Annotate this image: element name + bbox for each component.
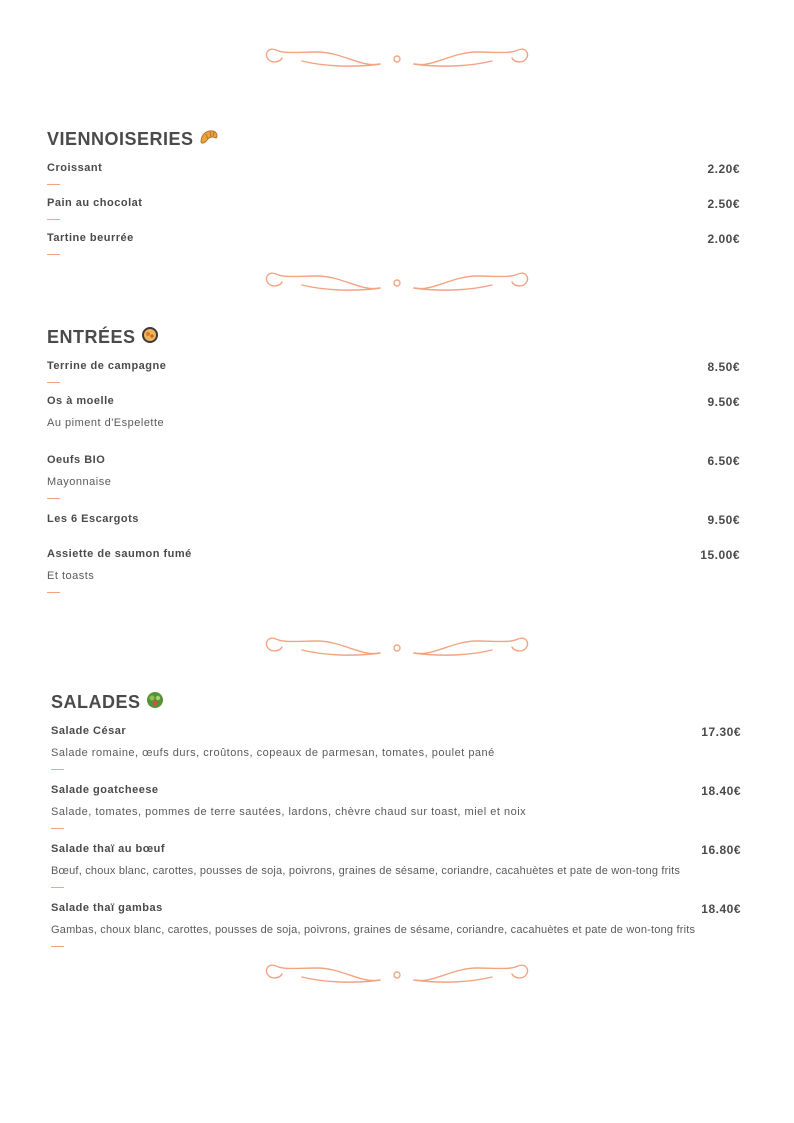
item-separator [47,592,60,593]
item-name: Oeufs BIO [47,454,106,466]
section-title [47,128,219,151]
item-name: Les 6 Escargots [47,513,139,525]
ornamental-divider [0,268,794,298]
item-description: Salade, tomates, pommes de terre sautées, lardons, chèvre chaud sur toast, miel et noix [51,806,527,818]
item-separator [47,498,60,499]
item-name: Terrine de campagne [47,360,167,372]
item-price: 18.40€ [701,902,741,916]
item-description: Bœuf, choux blanc, carottes, pousses de soja, poivrons, graines de sésame, coriandre, cacahuètes et pate de won-tong frits [51,865,681,877]
item-description: Mayonnaise [47,476,112,488]
section-title-text: ENTRÉES [47,327,136,347]
item-price: 8.50€ [707,360,740,374]
item-name: Tartine beurrée [47,232,134,244]
croissant-icon [199,128,219,151]
item-price: 2.50€ [707,197,740,211]
item-separator [51,946,64,947]
item-name: Os à moelle [47,395,115,407]
item-price: 6.50€ [707,454,740,468]
item-description: Au piment d'Espelette [47,417,165,429]
item-price: 9.50€ [707,513,740,527]
green-salad-icon [146,691,164,714]
item-price: 17.30€ [701,725,741,739]
section-title [51,691,164,714]
item-name: Salade thaï gambas [51,902,163,914]
section-title-text: VIENNOISERIES [47,129,194,149]
item-name: Salade César [51,725,127,737]
item-description: Et toasts [47,570,95,582]
item-separator [47,254,60,255]
item-separator [47,219,60,220]
item-separator [51,828,64,829]
item-name: Salade goatcheese [51,784,159,796]
item-separator [47,382,60,383]
ornamental-divider [0,960,794,990]
item-price: 18.40€ [701,784,741,798]
item-separator [51,887,64,888]
ornamental-divider [0,633,794,663]
item-price: 16.80€ [701,843,741,857]
item-price: 9.50€ [707,395,740,409]
item-name: Croissant [47,162,103,174]
item-description: Gambas, choux blanc, carottes, pousses de soja, poivrons, graines de sésame, coriandre, cacahuètes et pate de won-tong frits [51,924,696,936]
item-price: 15.00€ [700,548,740,562]
section-title-text: SALADES [51,692,141,712]
section-title [47,326,159,349]
ornamental-divider [0,44,794,74]
item-separator [51,769,64,770]
item-name: Pain au chocolat [47,197,143,209]
item-description: Salade romaine, œufs durs, croûtons, copeaux de parmesan, tomates, poulet pané [51,747,495,759]
item-name: Assiette de saumon fumé [47,548,192,560]
item-name: Salade thaï au bœuf [51,843,166,855]
item-separator [47,184,60,185]
shallow-pan-of-food-icon [141,326,159,349]
item-price: 2.20€ [707,162,740,176]
item-price: 2.00€ [707,232,740,246]
